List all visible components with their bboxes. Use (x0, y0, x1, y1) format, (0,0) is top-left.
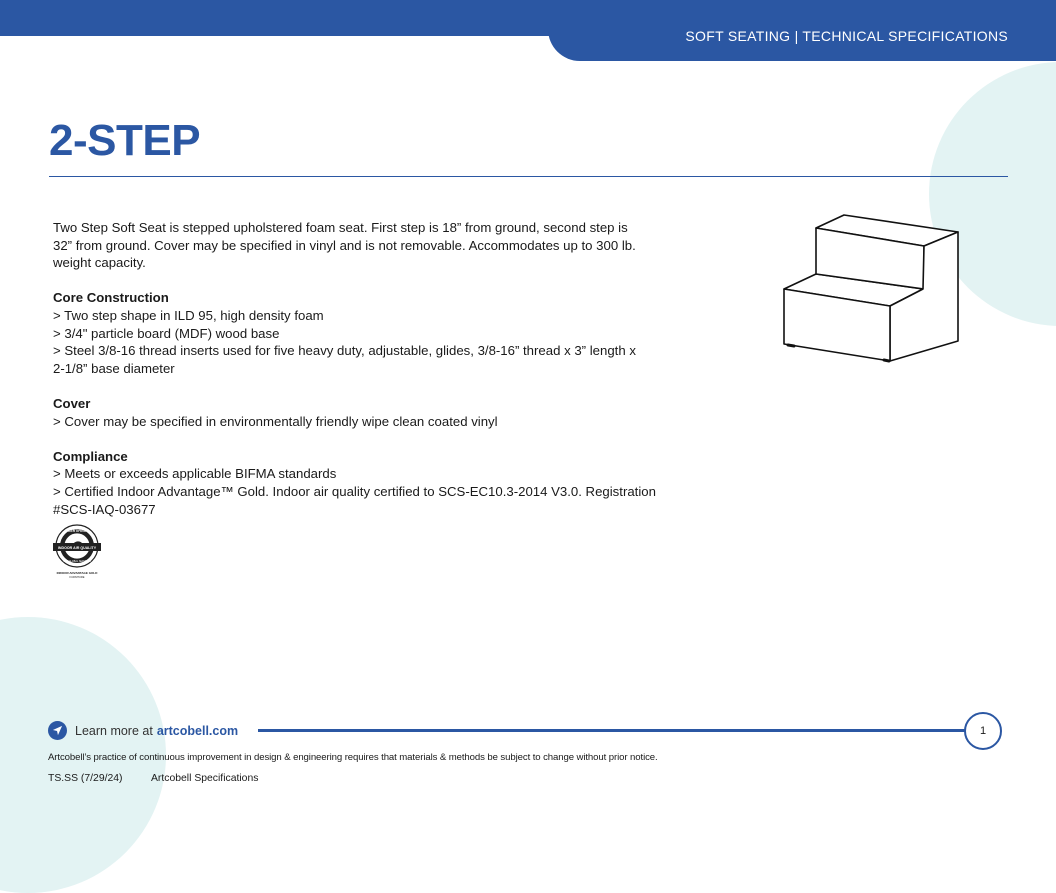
section-label: SOFT SEATING | TECHNICAL SPECIFICATIONS (685, 28, 1008, 44)
core-item: > Steel 3/8-16 thread inserts used for five heavy duty, adjustable, glides, 3/8-16” thread x 3” length x (53, 343, 636, 359)
seal-caption: INDOOR ADVANTAGE GOLD (56, 571, 98, 575)
learn-more (48, 721, 238, 740)
seal-caption: FURNITURE (69, 576, 85, 579)
indoor-air-quality-certified-seal-icon (51, 524, 105, 580)
document-id: TS.SS (7/29/24) (48, 773, 123, 784)
footer-divider (258, 729, 966, 732)
core-construction-heading: Core Construction (53, 290, 169, 306)
compliance-item: > Meets or exceeds applicable BIFMA standards (53, 466, 337, 482)
cover-heading: Cover (53, 395, 91, 411)
disclaimer-text: Artcobell’s practice of continuous improvement in design & engineering requires that materials & methods be subject to change without prior notice. (48, 752, 658, 763)
description-line: 32” from ground. Cover may be specified in vinyl and is not removable. Accommodates up to 300 lb. (53, 237, 636, 253)
seal-top-text: CERTIFIED (68, 529, 86, 533)
title-divider (49, 176, 1008, 177)
document-title: Artcobell Specifications (151, 773, 259, 784)
cover-item: > Cover may be specified in environmentally friendly wipe clean coated vinyl (53, 413, 498, 429)
seal-band-text: INDOOR AIR QUALITY (57, 546, 97, 550)
compliance-heading: Compliance (53, 448, 128, 464)
compliance-item: > Certified Indoor Advantage™ Gold. Indoor air quality certified to SCS-EC10.3-2014 V3.0. Registration (53, 483, 656, 499)
core-item: > 3/4" particle board (MDF) wood base (53, 325, 280, 341)
spec-content (53, 219, 713, 518)
navigation-arrow-icon (48, 721, 67, 740)
core-item: 2-1/8” base diameter (53, 360, 175, 376)
compliance-item: #SCS-IAQ-03677 (53, 501, 156, 517)
seal-small-text: SCS GLOBAL SERVICES (63, 560, 91, 563)
page-title: 2-STEP (49, 116, 201, 165)
website-link[interactable]: artcobell.com (156, 723, 239, 738)
core-item: > Two step shape in ILD 95, high density foam (53, 307, 324, 323)
learn-more-label: Learn more at (75, 723, 153, 738)
two-step-seat-drawing-icon (778, 210, 963, 366)
description-line: weight capacity. (53, 255, 146, 271)
description-line: Two Step Soft Seat is stepped upholstered foam seat. First step is 18” from ground, second step is (53, 220, 628, 235)
page-number: 1 (964, 712, 1002, 750)
header-tab (548, 0, 1056, 61)
